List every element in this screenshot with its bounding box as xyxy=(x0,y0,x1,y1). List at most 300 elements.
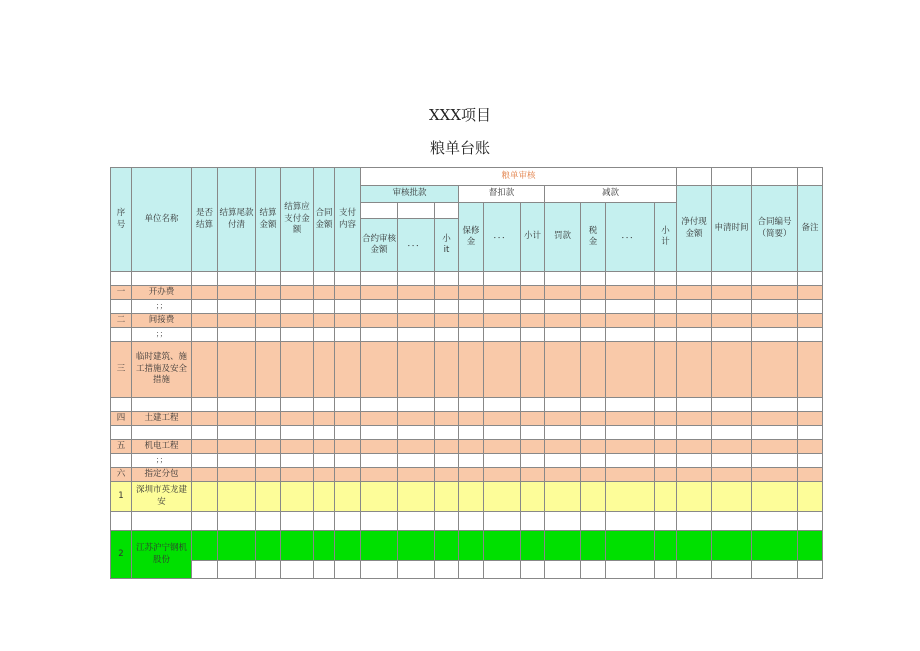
table-cell xyxy=(655,300,677,314)
table-cell xyxy=(335,300,361,314)
table-cell xyxy=(606,328,655,342)
table-cell xyxy=(798,272,823,286)
table-cell xyxy=(281,286,314,300)
section-number: 三 xyxy=(111,342,132,398)
header-apply-time: 申清时间 xyxy=(712,186,752,272)
table-cell xyxy=(677,342,712,398)
table-cell xyxy=(218,512,256,531)
table-cell xyxy=(677,328,712,342)
table-cell xyxy=(521,412,545,426)
table-cell xyxy=(606,531,655,561)
table-cell xyxy=(361,412,398,426)
table-cell xyxy=(218,272,256,286)
table-cell xyxy=(435,412,459,426)
table-cell xyxy=(545,531,581,561)
header-deduct: 督扣款 xyxy=(459,186,545,203)
table-cell xyxy=(545,300,581,314)
table-cell xyxy=(281,328,314,342)
table-cell xyxy=(484,328,521,342)
table-cell xyxy=(521,468,545,482)
table-cell xyxy=(459,561,484,579)
table-cell xyxy=(192,468,218,482)
table-cell xyxy=(484,468,521,482)
table-cell xyxy=(521,561,545,579)
table-cell xyxy=(132,512,192,531)
dots-marker: ；； xyxy=(132,454,192,468)
table-cell xyxy=(435,531,459,561)
table-cell xyxy=(435,454,459,468)
table-cell xyxy=(712,468,752,482)
table-cell xyxy=(361,342,398,398)
table-cell xyxy=(484,314,521,328)
table-cell xyxy=(192,286,218,300)
table-cell xyxy=(484,512,521,531)
table-cell xyxy=(314,426,335,440)
header-warranty: 保修金 xyxy=(459,203,484,272)
section-number: 六 xyxy=(111,468,132,482)
table-cell xyxy=(677,468,712,482)
table-cell xyxy=(752,468,798,482)
table-cell xyxy=(752,328,798,342)
table-cell xyxy=(398,426,435,440)
table-cell xyxy=(281,412,314,426)
table-cell xyxy=(677,440,712,454)
table-cell xyxy=(606,342,655,398)
table-cell xyxy=(581,482,606,512)
table-cell xyxy=(655,412,677,426)
table-cell xyxy=(712,426,752,440)
table-cell xyxy=(752,342,798,398)
table-cell xyxy=(314,512,335,531)
table-cell xyxy=(361,512,398,531)
table-cell xyxy=(545,512,581,531)
table-cell xyxy=(398,412,435,426)
table-cell xyxy=(459,531,484,561)
table-cell xyxy=(606,412,655,426)
table-cell xyxy=(581,314,606,328)
header-is-settled: 是否结算 xyxy=(192,168,218,272)
section-row-2 xyxy=(111,314,823,328)
table-cell xyxy=(256,482,281,512)
table-cell xyxy=(677,512,712,531)
table-cell xyxy=(581,412,606,426)
table-cell xyxy=(335,440,361,454)
table-cell xyxy=(752,398,798,412)
table-row xyxy=(111,512,823,531)
table-cell xyxy=(581,426,606,440)
table-cell xyxy=(111,426,132,440)
table-cell xyxy=(545,561,581,579)
table-row xyxy=(111,561,823,579)
header-reduce: 减款 xyxy=(545,186,677,203)
header-remark: 备注 xyxy=(798,186,823,272)
table-cell xyxy=(677,482,712,512)
table-cell xyxy=(335,328,361,342)
table-cell xyxy=(798,286,823,300)
table-cell xyxy=(398,531,435,561)
table-cell xyxy=(581,561,606,579)
header-contract-amount: 合同金额 xyxy=(314,168,335,272)
table-cell xyxy=(459,398,484,412)
table-cell xyxy=(281,426,314,440)
table-cell xyxy=(459,440,484,454)
table-cell xyxy=(256,412,281,426)
table-cell xyxy=(335,531,361,561)
table-cell xyxy=(677,426,712,440)
ledger-table xyxy=(110,167,823,579)
section-name: 临时建筑、施工措施及安全措施 xyxy=(132,342,192,398)
table-cell xyxy=(281,300,314,314)
table-cell xyxy=(435,482,459,512)
table-cell xyxy=(752,300,798,314)
table-cell xyxy=(192,561,218,579)
table-cell xyxy=(218,426,256,440)
table-cell xyxy=(314,482,335,512)
table-cell xyxy=(521,300,545,314)
table-cell xyxy=(484,454,521,468)
table-cell xyxy=(314,561,335,579)
table-cell xyxy=(314,468,335,482)
table-cell xyxy=(581,300,606,314)
table-row xyxy=(111,454,823,468)
table-cell xyxy=(435,328,459,342)
table-cell xyxy=(132,272,192,286)
header-blank-4 xyxy=(798,168,823,186)
table-cell xyxy=(435,272,459,286)
header-contract-review-amount: 合约审核金额 xyxy=(361,219,398,272)
table-cell xyxy=(484,272,521,286)
table-cell xyxy=(435,512,459,531)
item-row-2 xyxy=(111,531,823,561)
table-cell xyxy=(581,342,606,398)
table-cell xyxy=(545,314,581,328)
table-cell xyxy=(752,286,798,300)
table-cell xyxy=(484,440,521,454)
item-number: 1 xyxy=(111,482,132,512)
table-cell xyxy=(281,272,314,286)
table-cell xyxy=(335,482,361,512)
table-cell xyxy=(256,314,281,328)
table-cell xyxy=(606,440,655,454)
table-cell xyxy=(459,426,484,440)
item-name: 江苏沪宁钢机股份 xyxy=(132,531,192,579)
table-cell xyxy=(484,426,521,440)
table-cell xyxy=(335,561,361,579)
table-cell xyxy=(398,328,435,342)
header-group-review: 粮单审核 xyxy=(361,168,677,186)
table-cell xyxy=(398,454,435,468)
item-row-1 xyxy=(111,482,823,512)
table-cell xyxy=(361,272,398,286)
table-cell xyxy=(545,398,581,412)
table-cell xyxy=(712,314,752,328)
table-cell xyxy=(314,328,335,342)
table-cell xyxy=(218,328,256,342)
table-cell xyxy=(655,561,677,579)
table-cell xyxy=(798,300,823,314)
table-cell xyxy=(484,482,521,512)
table-cell xyxy=(798,328,823,342)
table-cell xyxy=(581,512,606,531)
table-cell xyxy=(218,468,256,482)
table-cell xyxy=(484,561,521,579)
header-settle-tail: 结算尾款 付清 xyxy=(218,168,256,272)
table-cell xyxy=(361,398,398,412)
table-cell xyxy=(132,398,192,412)
table-cell xyxy=(435,561,459,579)
header-tax: 税金 xyxy=(581,203,606,272)
table-cell xyxy=(655,286,677,300)
table-cell xyxy=(256,300,281,314)
table-cell xyxy=(435,440,459,454)
header-blank-2 xyxy=(712,168,752,186)
table-cell xyxy=(218,342,256,398)
table-cell xyxy=(314,286,335,300)
table-cell xyxy=(192,426,218,440)
table-cell xyxy=(484,398,521,412)
table-cell xyxy=(798,412,823,426)
table-cell xyxy=(712,412,752,426)
table-cell xyxy=(218,398,256,412)
table-cell xyxy=(712,300,752,314)
table-cell xyxy=(798,398,823,412)
header-reduce-subtotal: 小计 xyxy=(655,203,677,272)
table-cell xyxy=(752,314,798,328)
table-cell xyxy=(361,286,398,300)
header-blank-5 xyxy=(361,203,398,219)
table-cell xyxy=(655,454,677,468)
section-name: 间接费 xyxy=(132,314,192,328)
table-cell xyxy=(521,482,545,512)
table-cell xyxy=(677,314,712,328)
table-cell xyxy=(132,426,192,440)
table-cell xyxy=(256,512,281,531)
table-cell xyxy=(314,412,335,426)
table-cell xyxy=(111,328,132,342)
table-cell xyxy=(677,561,712,579)
table-cell xyxy=(192,512,218,531)
table-cell xyxy=(111,300,132,314)
table-cell xyxy=(606,300,655,314)
table-cell xyxy=(361,426,398,440)
table-cell xyxy=(435,342,459,398)
table-cell xyxy=(655,512,677,531)
table-cell xyxy=(398,561,435,579)
table-cell xyxy=(192,454,218,468)
table-cell xyxy=(677,454,712,468)
table-cell xyxy=(281,512,314,531)
table-cell xyxy=(361,314,398,328)
table-cell xyxy=(335,286,361,300)
table-cell xyxy=(314,272,335,286)
table-cell xyxy=(581,328,606,342)
table-cell xyxy=(361,468,398,482)
table-row xyxy=(111,300,823,314)
table-cell xyxy=(521,342,545,398)
table-cell xyxy=(712,440,752,454)
table-cell xyxy=(192,314,218,328)
table-cell xyxy=(752,426,798,440)
table-cell xyxy=(484,286,521,300)
table-cell xyxy=(521,272,545,286)
section-name: 机电工程 xyxy=(132,440,192,454)
table-cell xyxy=(521,440,545,454)
table-cell xyxy=(281,454,314,468)
table-cell xyxy=(256,342,281,398)
table-cell xyxy=(335,412,361,426)
table-cell xyxy=(281,468,314,482)
table-cell xyxy=(459,454,484,468)
table-cell xyxy=(655,342,677,398)
table-cell xyxy=(459,314,484,328)
table-cell xyxy=(655,272,677,286)
table-cell xyxy=(752,531,798,561)
table-cell xyxy=(192,482,218,512)
table-cell xyxy=(361,328,398,342)
table-cell xyxy=(712,328,752,342)
table-cell xyxy=(655,398,677,412)
table-cell xyxy=(712,482,752,512)
table-cell xyxy=(545,426,581,440)
table-cell xyxy=(256,272,281,286)
dots-marker: ；； xyxy=(132,328,192,342)
table-cell xyxy=(335,454,361,468)
table-cell xyxy=(192,328,218,342)
header-unit-name: 单位名称 xyxy=(132,168,192,272)
table-cell xyxy=(521,398,545,412)
table-cell xyxy=(361,531,398,561)
table-cell xyxy=(655,328,677,342)
table-cell xyxy=(335,272,361,286)
header-deduct-subtotal: 小计 xyxy=(521,203,545,272)
section-name: 开办费 xyxy=(132,286,192,300)
header-approve-subtotal: 小it xyxy=(435,219,459,272)
table-cell xyxy=(712,342,752,398)
table-cell xyxy=(314,342,335,398)
table-cell xyxy=(712,561,752,579)
table-cell xyxy=(677,300,712,314)
table-cell xyxy=(192,440,218,454)
table-cell xyxy=(459,482,484,512)
header-pay-content: 支付内容 xyxy=(335,168,361,272)
table-cell xyxy=(256,286,281,300)
table-cell xyxy=(281,398,314,412)
table-cell xyxy=(398,286,435,300)
table-cell xyxy=(281,342,314,398)
table-cell xyxy=(606,286,655,300)
table-cell xyxy=(581,468,606,482)
table-cell xyxy=(281,531,314,561)
table-cell xyxy=(335,512,361,531)
table-cell xyxy=(798,342,823,398)
table-cell xyxy=(545,440,581,454)
table-cell xyxy=(798,468,823,482)
table-cell xyxy=(677,272,712,286)
table-cell xyxy=(256,426,281,440)
table-cell xyxy=(752,512,798,531)
header-blank-3 xyxy=(752,168,798,186)
table-cell xyxy=(281,561,314,579)
table-cell xyxy=(361,454,398,468)
table-cell xyxy=(655,531,677,561)
table-cell xyxy=(581,440,606,454)
table-cell xyxy=(111,272,132,286)
table-cell xyxy=(545,454,581,468)
table-cell xyxy=(655,482,677,512)
table-cell xyxy=(484,342,521,398)
section-number: 五 xyxy=(111,440,132,454)
table-cell xyxy=(459,286,484,300)
table-cell xyxy=(798,454,823,468)
table-cell xyxy=(111,398,132,412)
table-cell xyxy=(192,412,218,426)
header-net-pay: 净付现金额 xyxy=(677,186,712,272)
table-cell xyxy=(361,440,398,454)
table-cell xyxy=(521,328,545,342)
table-cell xyxy=(521,314,545,328)
section-row-4 xyxy=(111,412,823,426)
header-seq: 序号 xyxy=(111,168,132,272)
table-cell xyxy=(545,468,581,482)
header-settle-payable: 结算应支付金额 xyxy=(281,168,314,272)
table-cell xyxy=(581,398,606,412)
table-cell xyxy=(655,440,677,454)
table-row xyxy=(111,398,823,412)
table-cell xyxy=(435,286,459,300)
table-cell xyxy=(798,512,823,531)
table-cell xyxy=(314,531,335,561)
table-cell xyxy=(606,272,655,286)
table-cell xyxy=(398,342,435,398)
table-cell xyxy=(192,398,218,412)
table-cell xyxy=(398,314,435,328)
table-cell xyxy=(192,531,218,561)
header-blank-6 xyxy=(398,203,435,219)
table-cell xyxy=(459,300,484,314)
table-cell xyxy=(484,300,521,314)
ledger-title: 粮单台账 xyxy=(429,139,490,157)
header-penalty: 罚款 xyxy=(545,203,581,272)
table-cell xyxy=(435,468,459,482)
header-row-1 xyxy=(111,168,823,186)
table-cell xyxy=(435,398,459,412)
table-cell xyxy=(752,272,798,286)
table-cell xyxy=(712,454,752,468)
table-cell xyxy=(218,300,256,314)
table-cell xyxy=(712,398,752,412)
table-cell xyxy=(314,454,335,468)
table-cell xyxy=(798,561,823,579)
table-cell xyxy=(798,482,823,512)
table-cell xyxy=(521,426,545,440)
table-cell xyxy=(752,482,798,512)
header-approve-ellipsis: ．．． xyxy=(398,219,435,272)
table-cell xyxy=(606,482,655,512)
table-cell xyxy=(398,482,435,512)
table-cell xyxy=(581,454,606,468)
table-cell xyxy=(484,412,521,426)
table-cell xyxy=(111,512,132,531)
table-cell xyxy=(606,561,655,579)
table-cell xyxy=(677,531,712,561)
table-cell xyxy=(281,440,314,454)
table-cell xyxy=(281,314,314,328)
table-cell xyxy=(677,398,712,412)
table-cell xyxy=(111,454,132,468)
table-cell xyxy=(192,272,218,286)
table-cell xyxy=(752,412,798,426)
table-cell xyxy=(752,440,798,454)
